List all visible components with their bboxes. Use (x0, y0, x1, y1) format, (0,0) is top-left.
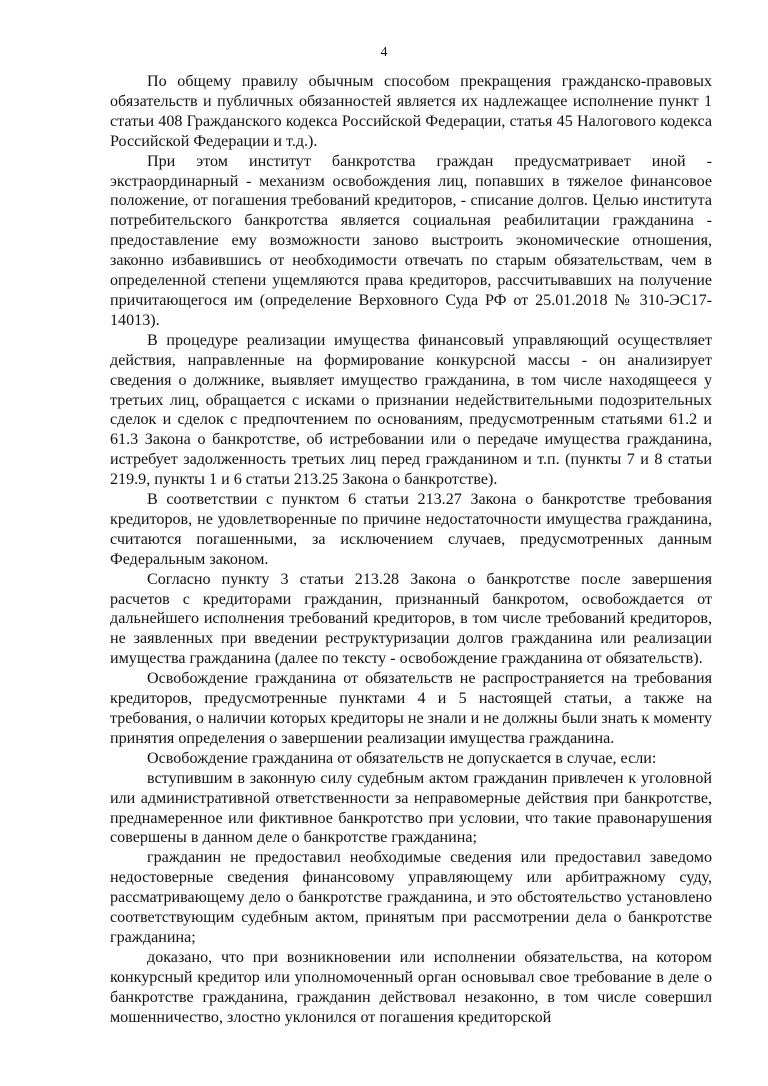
document-body (110, 72, 712, 1028)
paragraph-7: Освобождение гражданина от обязательств не допускается в случае, если: (147, 749, 657, 767)
paragraph-10: доказано, что при возникновении или исполнении обязательства, на котором конкурсный кредитор или уполномоченный орган основывал свое требование в деле о банкротстве гражданина, гражданин действовал незаконно, в том числе совершил мошенничество, злостно уклонился от погашения кредиторской (110, 948, 712, 1026)
paragraph-1: По общему правилу обычным способом прекращения гражданско-правовых обязательств и публичных обязанностей является их надлежащее исполнение пункт 1 статьи 408 Гражданского кодекса Российской Федерации, статья 45 Налогового кодекса Российской Федерации и т.д.). (110, 73, 712, 150)
paragraph-5: Согласно пункту 3 статьи 213.28 Закона о банкротстве после завершения расчетов с кредиторами гражданин, признанный банкротом, освобождается от дальнейшего исполнения требований кредиторов, в том числе требований кредиторов, не заявленных при введении реструктуризации долгов гражданина или реализации имущества гражданина (далее по тексту - освобождение гражданина от обязательств). (110, 570, 712, 668)
paragraph-4: В соответствии с пунктом 6 статьи 213.27 Закона о банкротстве требования кредиторов, не удовлетворенные по причине недостаточности имущества гражданина, считаются погашенными, за исключением случаев, предусмотренных данным Федеральным законом. (110, 491, 712, 568)
paragraph-2: При этом институт банкротства граждан предусматривает иной - экстраординарный - механизм освобождения лиц, попавших в тяжелое финансовое положение, от погашения требований кредиторов, - списание долгов. Целью института потребительского банкротства является социальная реабилитации гражданина - предоставление ему возможности заново выстроить экономические отношения, законно избавившись от необходимости отвечать по старым обязательствам, чем в определенной степени ущемляются права кредиторов, рассчитывавших на получение причитающегося им (определение Верховного Суда РФ от 25.01.2018 № 310-ЭС17-14013). (110, 152, 712, 329)
paragraph-6: Освобождение гражданина от обязательств не распространяется на требования кредиторов, предусмотренные пунктами 4 и 5 настоящей статьи, а также на требования, о наличии которых кредиторы не знали и не должны были знать к моменту принятия определения о завершении реализации имущества гражданина. (110, 670, 712, 747)
page-number: 4 (380, 45, 388, 60)
paragraph-3: В процедуре реализации имущества финансовый управляющий осуществляет действия, направленные на формирование конкурсной массы - он анализирует сведения о должнике, выявляет имущество гражданина, в том числе находящееся у третьих лиц, обращается с исками о признании недействительными подозрительных сделок и сделок с предпочтением по основаниям, предусмотренным статьями 61.2 и 61.3 Закона о банкротстве, об истребовании или о передаче имущества гражданина, истребует задолженность третьих лиц перед гражданином и т.п. (пункты 7 и 8 статьи 219.9, пункты 1 и 6 статьи 213.25 Закона о банкротстве). (110, 331, 712, 489)
paragraph-8: вступившим в законную силу судебным актом гражданин привлечен к уголовной или административной ответственности за неправомерные действия при банкротстве, преднамеренное или фиктивное банкротство при условии, что такие правонарушения совершены в данном деле о банкротстве гражданина; (110, 769, 712, 847)
paragraph-9: гражданин не предоставил необходимые сведения или предоставил заведомо недостоверные сведения финансовому управляющему или арбитражному суду, рассматривающему дело о банкротстве гражданина, и это обстоятельство установлено соответствующим судебным актом, принятым при рассмотрении дела о банкротстве гражданина; (110, 849, 712, 946)
